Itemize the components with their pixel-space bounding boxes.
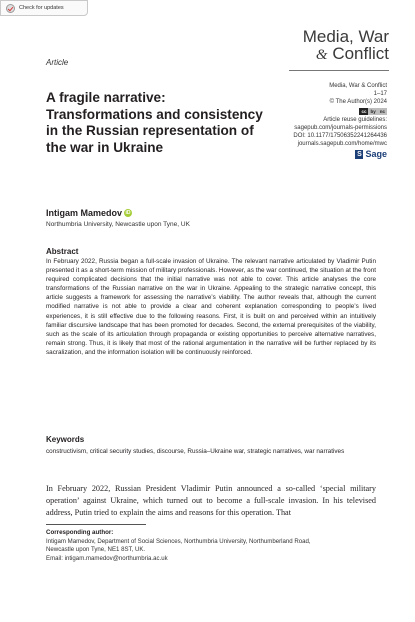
meta-doi[interactable]: DOI: 10.1177/17506352241264436	[293, 133, 387, 140]
corresponding-author-email[interactable]: Email: intigam.mamedov@northumbria.ac.uk	[46, 554, 168, 562]
journal-logo	[303, 28, 389, 64]
corresponding-author-line1: Intigam Mamedov, Department of Social Sciences, Northumbria University, Northumberland Road,	[46, 538, 311, 545]
cc-icon: cc	[361, 108, 367, 114]
orcid-icon[interactable]: iD	[125, 210, 131, 216]
author-name-line	[46, 208, 132, 218]
meta-journal-site-link[interactable]: journals.sagepub.com/home/mwc	[297, 141, 387, 148]
body-paragraph: In February 2022, Russian President Vladimir Putin announced a so-called ‘special military operation’ against Ukraine, which turned out to become a full-scale invasion. In his televised address, Putin tried to explain the aims and reasons for this operation. That	[46, 484, 376, 517]
article-type-label: Article	[46, 58, 69, 67]
abstract-text: In February 2022, Russia began a full-scale invasion of Ukraine. The relevant narrative articulated by Vladimir Putin presented it as a short-term mission of military professionals. However, as the war continued, the situation at the front required complicated decisions that the initial narrative was not able to cover. This article analyses the core transformations of the Russian narrative on the war in Ukraine. Appealing to the strategic narrative concept, this article suggests a framework for assessing the narrative’s viability. The author reveals that, although the current modified narrative is not able to provide a clear and coherent explanation corresponding to people’s lived experiences, it is still effective due to the following reasons. First, it is built on and perceived within an intuitively familiar discursive landscape that has been promoted for decades. Second, the external prerequisites of the viability, such as the scale of its articulation through propaganda or existing opportunities to perceive alternative narratives, remain strong. Thus, it is likely that most of the rational argumentation in the narrative will be further replaced by its sacralization, and the information isolation will be continuously reinforced.	[46, 258, 376, 356]
meta-reuse-guidelines-link[interactable]: sagepub.com/journals-permissions	[294, 125, 387, 132]
journal-logo-line2	[303, 45, 389, 64]
cc-by-icon: by	[370, 108, 376, 114]
sage-logo-text: Sage	[365, 149, 387, 160]
check-for-updates-label: Check for updates	[19, 5, 64, 11]
meta-reuse-guidelines-label: Article reuse guidelines:	[323, 116, 387, 123]
sage-logo-icon: S	[357, 150, 362, 158]
keywords-text: constructivism, critical security studies, discourse, Russia–Ukraine war, strategic narratives, war narratives	[46, 448, 345, 455]
check-updates-icon	[6, 4, 15, 13]
meta-journal-name: Media, War & Conflict	[329, 83, 387, 89]
sage-logo	[355, 150, 387, 159]
abstract-heading: Abstract	[46, 247, 79, 256]
article-meta	[277, 82, 387, 159]
journal-logo-ampersand: &	[315, 47, 328, 63]
footnote-divider	[46, 524, 146, 525]
meta-pages: 1–17	[373, 91, 387, 98]
meta-copyright: © The Author(s) 2024	[329, 99, 387, 106]
corresponding-author-line2: Newcastle upon Tyne, NE1 8ST, UK.	[46, 546, 146, 554]
keywords-heading: Keywords	[46, 435, 85, 444]
creative-commons-license-icon[interactable]	[359, 108, 387, 115]
author-name: Intigam Mamedov	[46, 208, 123, 218]
journal-logo-rule	[289, 70, 389, 71]
corresponding-author-details	[46, 538, 366, 563]
author-affiliation: Northumbria University, Newcastle upon Tyne, UK	[46, 221, 190, 228]
journal-logo-line1: Media, War	[302, 27, 389, 46]
journal-logo-conflict: Conflict	[332, 44, 389, 63]
cc-nc-icon: nc	[379, 108, 385, 114]
check-for-updates-badge[interactable]	[0, 0, 88, 16]
corresponding-author-heading: Corresponding author:	[46, 529, 114, 536]
article-title: A fragile narrative: Transformations and consistency in the Russian representation of the war in Ukraine	[46, 90, 263, 155]
